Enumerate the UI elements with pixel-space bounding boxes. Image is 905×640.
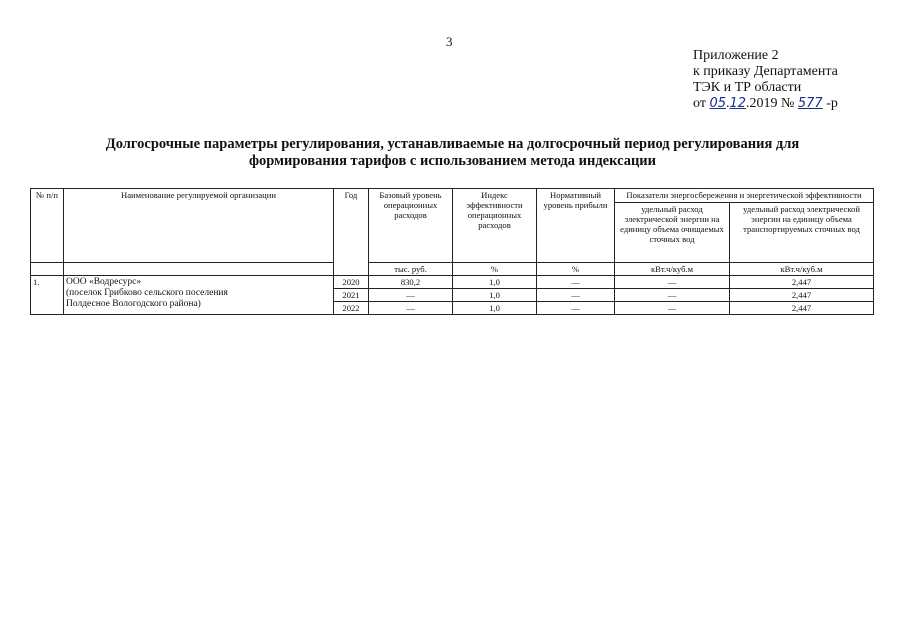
handwritten-order-number: 577 (797, 96, 823, 111)
cell-year: 2020 (334, 276, 369, 289)
header-profit: Нормативный уровень прибыли (537, 189, 615, 263)
header-num: № п/п (31, 189, 64, 263)
header-row-1 (31, 189, 874, 203)
handwritten-day: 05 (709, 96, 726, 111)
appendix-line-3: ТЭК и ТР области (693, 80, 802, 95)
cell-year: 2021 (334, 289, 369, 302)
cell-base: — (369, 302, 453, 315)
cell-index: 1,0 (453, 289, 537, 302)
cell-energy-2: 2,447 (730, 289, 874, 302)
table-row (31, 276, 874, 289)
org-name-line-3: Полдесное Вологодского района) (66, 299, 201, 309)
header-index: Индекс эффективности операционных расходов (453, 189, 537, 263)
units-base: тыс. руб. (369, 263, 453, 276)
units-org-blank (64, 263, 334, 276)
date-year: .2019 № (746, 96, 795, 111)
units-row (31, 263, 874, 276)
header-year: Год (334, 189, 369, 276)
header-energy-1: удельный расход электрической энергии на единицу объема очищаемых сточных вод (615, 203, 730, 263)
units-index: % (453, 263, 537, 276)
title-line-2: формирования тарифов с использованием метода индексации (248, 153, 657, 169)
units-energy-2: кВт.ч/куб.м (730, 263, 874, 276)
org-number: 1. (31, 276, 64, 315)
appendix-date-line: от 05.12.2019 № 577 -р (693, 96, 838, 111)
header-energy-2: удельный расход электрической энергии на единицу объема транспортируемых сточных вод (730, 203, 874, 263)
org-name-line-2: (поселок Грибково сельского поселения (66, 288, 228, 298)
document-title (60, 136, 845, 170)
cell-profit: — (537, 276, 615, 289)
order-suffix: -р (826, 96, 838, 111)
appendix-line-2: к приказу Департамента (693, 64, 838, 79)
cell-profit: — (537, 289, 615, 302)
header-org: Наименование регулируемой организации (64, 189, 334, 263)
cell-base: 830,2 (369, 276, 453, 289)
cell-energy-2: 2,447 (730, 276, 874, 289)
date-prefix: от (693, 96, 706, 111)
page-number: 3 (446, 34, 453, 49)
title-line-1: Долгосрочные параметры регулирования, устанавливаемые на долгосрочный период регулирования для (105, 136, 800, 152)
appendix-line-1: Приложение 2 (693, 48, 779, 63)
cell-energy-2: 2,447 (730, 302, 874, 315)
cell-base: — (369, 289, 453, 302)
header-energy-group: Показатели энергосбережения и энергетической эффективности (615, 189, 874, 203)
appendix-block (693, 48, 838, 112)
handwritten-month: 12 (729, 96, 747, 111)
units-num-blank (31, 263, 64, 276)
cell-index: 1,0 (453, 302, 537, 315)
cell-energy-1: — (615, 302, 730, 315)
cell-year: 2022 (334, 302, 369, 315)
cell-energy-1: — (615, 276, 730, 289)
cell-profit: — (537, 302, 615, 315)
cell-index: 1,0 (453, 276, 537, 289)
org-name (64, 276, 334, 315)
units-profit: % (537, 263, 615, 276)
org-name-line-1: ООО «Водресурс» (66, 277, 142, 287)
units-energy-1: кВт.ч/куб.м (615, 263, 730, 276)
cell-energy-1: — (615, 289, 730, 302)
header-base: Базовый уровень операционных расходов (369, 189, 453, 263)
parameters-table (30, 188, 874, 315)
